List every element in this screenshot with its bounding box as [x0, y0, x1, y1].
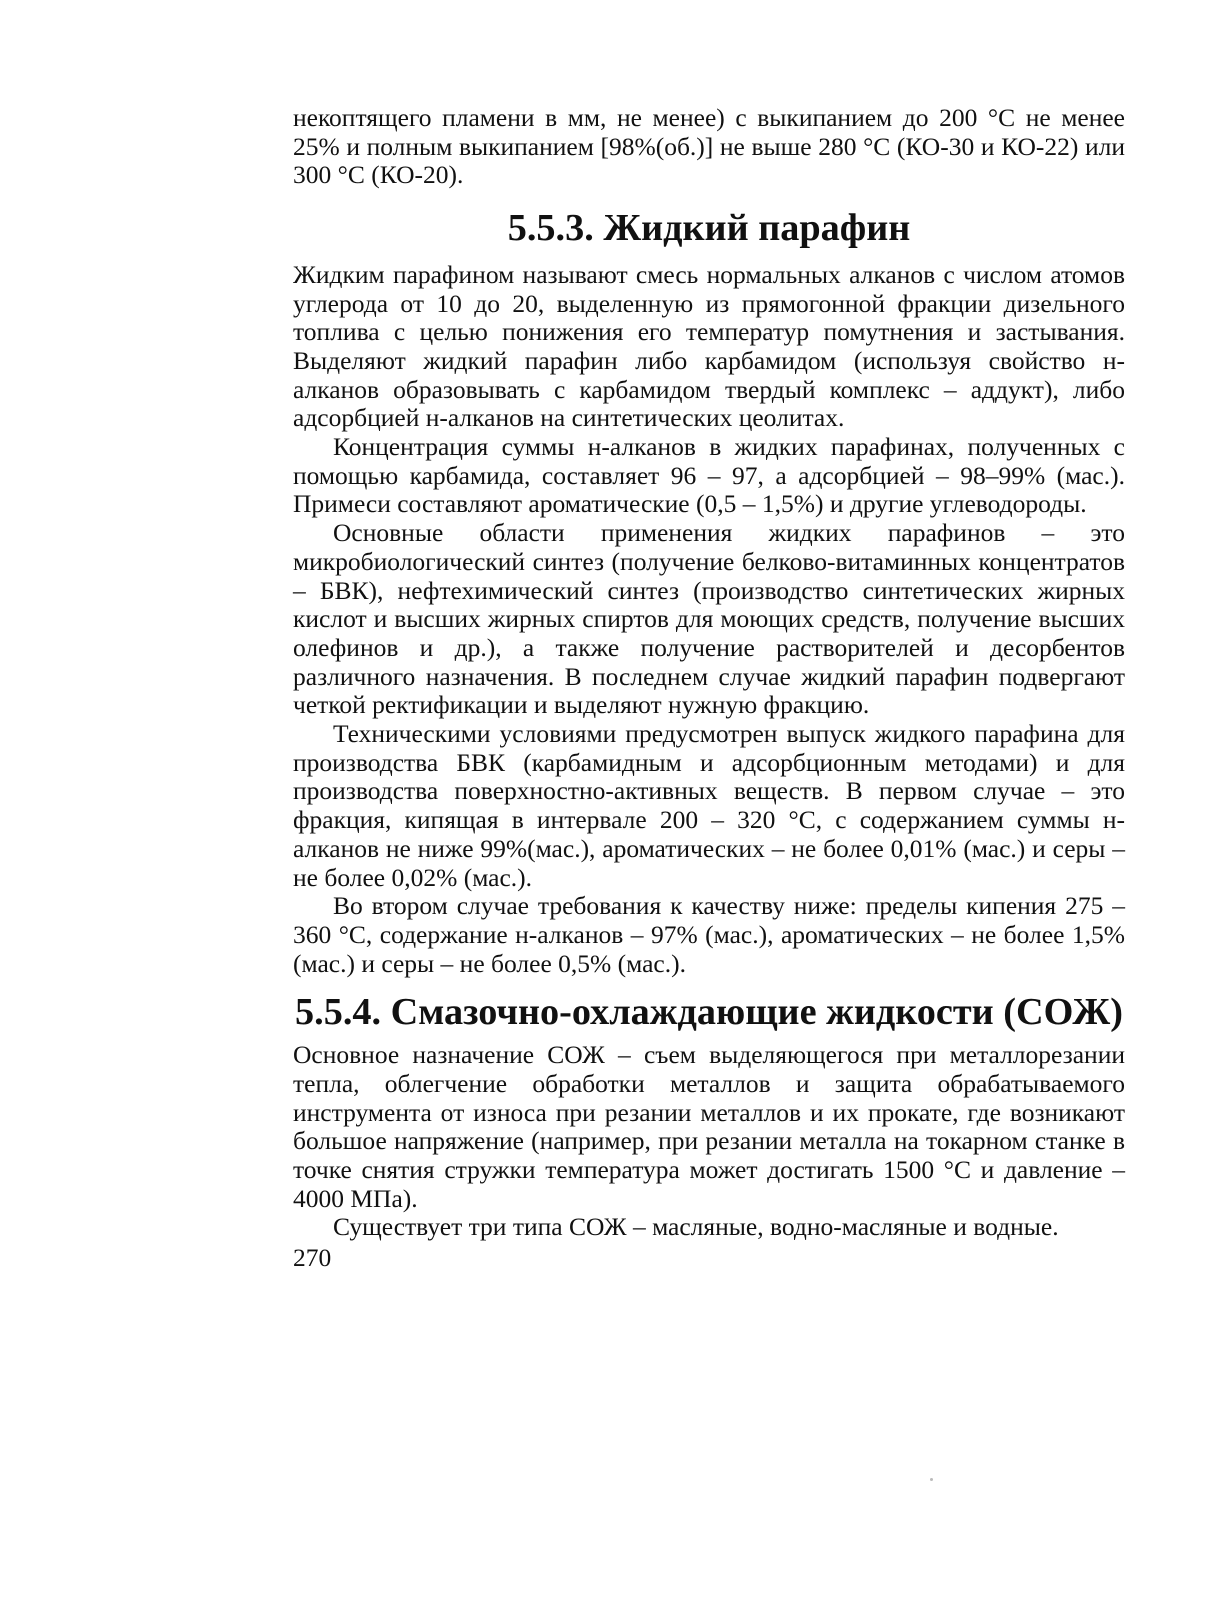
paragraph: Концентрация суммы н-алканов в жидких парафинах, полученных с помощью карбамида, составляет 96 – 97, а адсорбцией – 98–99% (мас.). Примеси составляют ароматические (0,5 – 1,5%) и другие углеводороды. — [293, 432, 1125, 519]
paragraph: Существует три типа СОЖ – масляные, водно-масляные и водные. — [333, 1212, 1059, 1242]
section-heading-cutting-fluids: 5.5.4. Смазочно-охлаждающие жидкости (СОЖ) — [295, 991, 1123, 1034]
section-heading-liquid-paraffin: 5.5.3. Жидкий парафин — [507, 207, 911, 250]
document-page — [293, 104, 1125, 1273]
paragraph: Основные области применения жидких парафинов – это микробиологический синтез (получение белково-витаминных концентратов – БВК), нефтехимический синтез (производство синтетических жирных кислот и высших жирных спиртов для моющих средств, получение высших олефинов и др.), а также получение растворителей и десорбентов различного назначения. В последнем случае жидкий парафин подвергают четкой ректификации и выделяют нужную фракцию. — [293, 518, 1125, 720]
paragraph: Во втором случае требования к качеству ниже: пределы кипения 275 – 360 °С, содержание н-алканов – 97% (мас.), ароматических – не более 1,5% (мас.) и серы – не более 0,5% (мас.). — [293, 891, 1125, 978]
page-number: 270 — [293, 1243, 332, 1273]
paragraph: Жидким парафином называют смесь нормальных алканов с числом атомов углерода от 10 до 20, выделенную из прямогонной фракции дизельного топлива с целью понижения его температур помутнения и застывания. Выделяют жидкий парафин либо карбамидом (используя свойство н-алканов образовывать с карбамидом твердый комплекс – аддукт), либо адсорбцией н-алканов на синтетических цеолитах. — [293, 259, 1125, 433]
scan-speck — [930, 1478, 933, 1481]
paragraph: Основное назначение СОЖ – съем выделяющегося при металлорезании тепла, облегчение обработки металлов и защита обрабатываемого инструмента от износа при резании металлов и их прокате, где возникают большое напряжение (например, при резании металла на токарном станке в точке снятия стружки температура может достигать 1500 °С и давление – 4000 МПа). — [293, 1040, 1125, 1213]
paragraph: Техническими условиями предусмотрен выпуск жидкого парафина для производства БВК (карбамидным и адсорбционным методами) и для производства поверхностно-активных веществ. В первом случае – это фракция, кипящая в интервале 200 – 320 °С, с содержанием суммы н-алканов не ниже 99%(мас.), ароматических – не более 0,01% (мас.) и серы – не более 0,02% (мас.). — [293, 719, 1125, 892]
continued-paragraph: некоптящего пламени в мм, не менее) с выкипанием до 200 °С не менее 25% и полным выкипанием [98%(об.)] не выше 280 °С (КО-30 и КО-22) или 300 °С (КО-20). — [293, 103, 1125, 190]
